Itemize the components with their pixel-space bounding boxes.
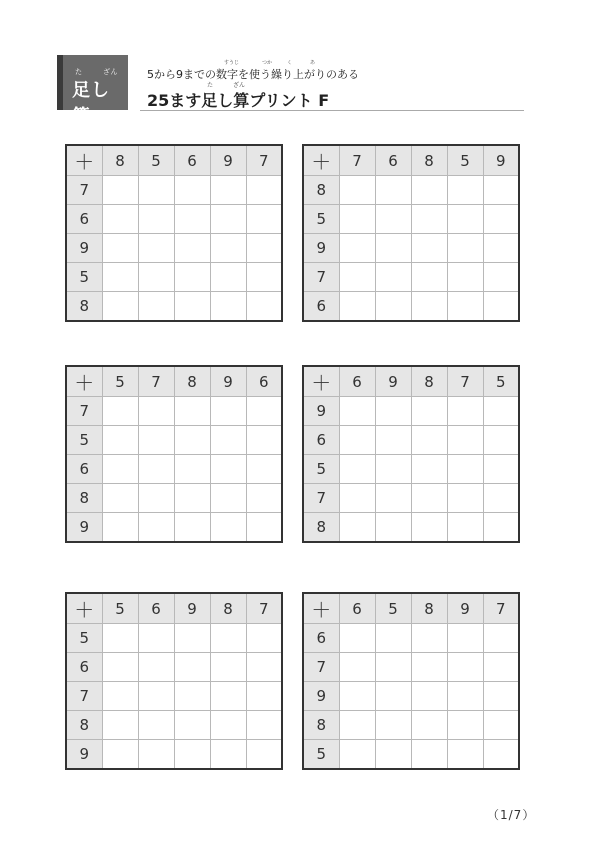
grid-row xyxy=(303,176,519,205)
answer-cell[interactable] xyxy=(375,740,411,769)
plus-operator-cell: ＋ xyxy=(66,593,102,624)
top-number-cell: 5 xyxy=(102,366,138,397)
grid-row xyxy=(303,484,519,513)
answer-cell[interactable] xyxy=(174,263,210,292)
answer-cell[interactable] xyxy=(174,426,210,455)
answer-cell[interactable] xyxy=(375,205,411,234)
grid-row xyxy=(303,263,519,292)
answer-cell[interactable] xyxy=(411,205,447,234)
top-number-cell: 9 xyxy=(447,593,483,624)
top-number-cell: 6 xyxy=(339,593,375,624)
top-number-cell: 8 xyxy=(411,593,447,624)
answer-cell[interactable] xyxy=(246,263,282,292)
left-number-cell: 7 xyxy=(66,176,102,205)
answer-cell[interactable] xyxy=(447,397,483,426)
left-number-cell: 8 xyxy=(303,711,339,740)
answer-cell[interactable] xyxy=(174,513,210,542)
left-number-cell: 8 xyxy=(66,711,102,740)
answer-cell[interactable] xyxy=(174,624,210,653)
top-number-cell: 9 xyxy=(483,145,519,176)
answer-cell[interactable] xyxy=(210,682,246,711)
badge-ruby-ta: た xyxy=(75,68,83,76)
grid-row xyxy=(303,711,519,740)
answer-cell[interactable] xyxy=(411,397,447,426)
left-number-cell: 8 xyxy=(66,484,102,513)
answer-cell[interactable] xyxy=(483,205,519,234)
grid-row xyxy=(66,484,282,513)
answer-cell[interactable] xyxy=(411,513,447,542)
answer-cell[interactable] xyxy=(246,484,282,513)
answer-cell[interactable] xyxy=(339,234,375,263)
grid-row xyxy=(66,455,282,484)
grid-row xyxy=(66,653,282,682)
left-number-cell: 7 xyxy=(303,484,339,513)
answer-cell[interactable] xyxy=(138,653,174,682)
answer-cell[interactable] xyxy=(339,682,375,711)
answer-cell[interactable] xyxy=(102,205,138,234)
left-number-cell: 6 xyxy=(66,653,102,682)
answer-cell[interactable] xyxy=(174,176,210,205)
grid-row xyxy=(66,263,282,292)
left-number-cell: 7 xyxy=(303,653,339,682)
answer-cell[interactable] xyxy=(339,397,375,426)
answer-cell[interactable] xyxy=(411,740,447,769)
answer-cell[interactable] xyxy=(483,653,519,682)
answer-cell[interactable] xyxy=(210,397,246,426)
answer-cell[interactable] xyxy=(210,624,246,653)
addition-grid-1 xyxy=(65,144,283,322)
top-number-cell: 7 xyxy=(483,593,519,624)
subtitle-ruby-ku: く xyxy=(287,60,293,66)
top-number-cell: 8 xyxy=(174,366,210,397)
top-number-cell: 6 xyxy=(339,366,375,397)
answer-cell[interactable] xyxy=(246,711,282,740)
grid-row xyxy=(66,624,282,653)
badge-label: 足し算 xyxy=(72,80,110,127)
answer-cell[interactable] xyxy=(246,513,282,542)
grid-header-row xyxy=(66,366,282,397)
left-number-cell: 8 xyxy=(66,292,102,321)
page-number: （1/7） xyxy=(487,808,536,822)
grid-row xyxy=(303,292,519,321)
answer-cell[interactable] xyxy=(375,653,411,682)
answer-cell[interactable] xyxy=(102,234,138,263)
left-number-cell: 8 xyxy=(303,513,339,542)
answer-cell[interactable] xyxy=(138,455,174,484)
top-number-cell: 6 xyxy=(174,145,210,176)
answer-cell[interactable] xyxy=(246,397,282,426)
answer-cell[interactable] xyxy=(483,513,519,542)
answer-cell[interactable] xyxy=(138,263,174,292)
left-number-cell: 6 xyxy=(66,455,102,484)
answer-cell[interactable] xyxy=(246,455,282,484)
answer-cell[interactable] xyxy=(174,740,210,769)
grid-row xyxy=(66,513,282,542)
title-ruby-zan: ざん xyxy=(233,82,246,89)
answer-cell[interactable] xyxy=(411,624,447,653)
answer-cell[interactable] xyxy=(411,682,447,711)
top-number-cell: 5 xyxy=(447,145,483,176)
grid-row xyxy=(303,740,519,769)
answer-cell[interactable] xyxy=(102,513,138,542)
answer-cell[interactable] xyxy=(375,397,411,426)
answer-cell[interactable] xyxy=(447,624,483,653)
answer-cell[interactable] xyxy=(411,711,447,740)
answer-cell[interactable] xyxy=(102,176,138,205)
answer-cell[interactable] xyxy=(339,653,375,682)
top-number-cell: 9 xyxy=(174,593,210,624)
left-number-cell: 9 xyxy=(66,234,102,263)
answer-cell[interactable] xyxy=(339,740,375,769)
addition-grid-6 xyxy=(302,592,520,770)
plus-operator-cell: ＋ xyxy=(303,366,339,397)
grid-row xyxy=(66,740,282,769)
header-divider xyxy=(140,110,524,111)
answer-cell[interactable] xyxy=(138,513,174,542)
grid-row xyxy=(303,426,519,455)
answer-cell[interactable] xyxy=(447,711,483,740)
left-number-cell: 7 xyxy=(66,682,102,711)
answer-cell[interactable] xyxy=(447,176,483,205)
grid-row xyxy=(66,397,282,426)
addition-grid-5 xyxy=(65,592,283,770)
title-ruby-ta: た xyxy=(207,82,214,89)
answer-cell[interactable] xyxy=(246,205,282,234)
answer-cell[interactable] xyxy=(411,455,447,484)
badge-ruby-zan: ざん xyxy=(103,68,118,76)
top-number-cell: 6 xyxy=(246,366,282,397)
left-number-cell: 6 xyxy=(303,426,339,455)
grid-header-row xyxy=(303,145,519,176)
answer-cell[interactable] xyxy=(447,740,483,769)
answer-cell[interactable] xyxy=(411,426,447,455)
answer-cell[interactable] xyxy=(339,263,375,292)
answer-cell[interactable] xyxy=(411,234,447,263)
grid-row xyxy=(303,682,519,711)
answer-cell[interactable] xyxy=(483,292,519,321)
answer-cell[interactable] xyxy=(411,653,447,682)
grid-row xyxy=(303,234,519,263)
left-number-cell: 6 xyxy=(303,624,339,653)
top-number-cell: 7 xyxy=(246,593,282,624)
answer-cell[interactable] xyxy=(483,176,519,205)
top-number-cell: 5 xyxy=(375,593,411,624)
left-number-cell: 9 xyxy=(66,740,102,769)
grid-header-row xyxy=(66,593,282,624)
answer-cell[interactable] xyxy=(447,234,483,263)
grid-row xyxy=(303,205,519,234)
top-number-cell: 9 xyxy=(375,366,411,397)
addition-grid-2 xyxy=(302,144,520,322)
answer-cell[interactable] xyxy=(375,484,411,513)
subtitle-ruby-a: あ xyxy=(310,60,316,66)
subtitle-ruby-suuji: すうじ xyxy=(224,60,240,66)
left-number-cell: 9 xyxy=(303,234,339,263)
answer-cell[interactable] xyxy=(447,513,483,542)
answer-cell[interactable] xyxy=(447,263,483,292)
answer-cell[interactable] xyxy=(447,426,483,455)
answer-cell[interactable] xyxy=(210,653,246,682)
grid-row xyxy=(66,426,282,455)
answer-cell[interactable] xyxy=(375,263,411,292)
answer-cell[interactable] xyxy=(447,455,483,484)
answer-cell[interactable] xyxy=(246,176,282,205)
answer-cell[interactable] xyxy=(174,455,210,484)
top-number-cell: 7 xyxy=(246,145,282,176)
left-number-cell: 8 xyxy=(303,176,339,205)
answer-cell[interactable] xyxy=(210,740,246,769)
answer-cell[interactable] xyxy=(483,263,519,292)
left-number-cell: 9 xyxy=(303,397,339,426)
answer-cell[interactable] xyxy=(339,426,375,455)
answer-cell[interactable] xyxy=(246,292,282,321)
answer-cell[interactable] xyxy=(246,624,282,653)
plus-operator-cell: ＋ xyxy=(303,593,339,624)
answer-cell[interactable] xyxy=(174,292,210,321)
answer-cell[interactable] xyxy=(483,234,519,263)
answer-cell[interactable] xyxy=(483,711,519,740)
top-number-cell: 7 xyxy=(138,366,174,397)
answer-cell[interactable] xyxy=(447,682,483,711)
top-number-cell: 5 xyxy=(483,366,519,397)
grid-row xyxy=(66,711,282,740)
answer-cell[interactable] xyxy=(246,653,282,682)
answer-cell[interactable] xyxy=(102,653,138,682)
left-number-cell: 6 xyxy=(66,205,102,234)
answer-cell[interactable] xyxy=(102,426,138,455)
grid-row xyxy=(66,292,282,321)
answer-cell[interactable] xyxy=(138,484,174,513)
answer-cell[interactable] xyxy=(339,176,375,205)
answer-cell[interactable] xyxy=(102,455,138,484)
top-number-cell: 9 xyxy=(210,145,246,176)
answer-cell[interactable] xyxy=(447,292,483,321)
answer-cell[interactable] xyxy=(210,513,246,542)
grid-row xyxy=(303,653,519,682)
top-number-cell: 7 xyxy=(447,366,483,397)
answer-cell[interactable] xyxy=(447,653,483,682)
grid-row xyxy=(66,234,282,263)
answer-cell[interactable] xyxy=(375,292,411,321)
answer-cell[interactable] xyxy=(246,740,282,769)
answer-cell[interactable] xyxy=(174,397,210,426)
answer-cell[interactable] xyxy=(339,484,375,513)
answer-cell[interactable] xyxy=(138,176,174,205)
answer-cell[interactable] xyxy=(246,426,282,455)
left-number-cell: 5 xyxy=(303,740,339,769)
answer-cell[interactable] xyxy=(339,205,375,234)
left-number-cell: 7 xyxy=(66,397,102,426)
answer-cell[interactable] xyxy=(246,682,282,711)
answer-cell[interactable] xyxy=(483,455,519,484)
grid-row xyxy=(66,682,282,711)
answer-cell[interactable] xyxy=(447,484,483,513)
answer-cell[interactable] xyxy=(483,484,519,513)
left-number-cell: 5 xyxy=(303,205,339,234)
top-number-cell: 5 xyxy=(138,145,174,176)
grid-row xyxy=(303,455,519,484)
top-number-cell: 8 xyxy=(210,593,246,624)
answer-cell[interactable] xyxy=(174,234,210,263)
top-number-cell: 9 xyxy=(210,366,246,397)
answer-cell[interactable] xyxy=(339,455,375,484)
answer-cell[interactable] xyxy=(174,205,210,234)
answer-cell[interactable] xyxy=(375,513,411,542)
answer-cell[interactable] xyxy=(102,740,138,769)
left-number-cell: 6 xyxy=(303,292,339,321)
grid-row xyxy=(66,176,282,205)
left-number-cell: 5 xyxy=(66,624,102,653)
grid-row xyxy=(303,397,519,426)
answer-cell[interactable] xyxy=(483,426,519,455)
answer-cell[interactable] xyxy=(138,205,174,234)
top-number-cell: 5 xyxy=(102,593,138,624)
answer-cell[interactable] xyxy=(375,176,411,205)
answer-cell[interactable] xyxy=(411,176,447,205)
answer-cell[interactable] xyxy=(210,484,246,513)
answer-cell[interactable] xyxy=(339,292,375,321)
answer-cell[interactable] xyxy=(483,624,519,653)
answer-cell[interactable] xyxy=(375,711,411,740)
plus-operator-cell: ＋ xyxy=(66,366,102,397)
plus-operator-cell: ＋ xyxy=(303,145,339,176)
grid-header-row xyxy=(303,593,519,624)
category-badge xyxy=(57,55,128,127)
answer-cell[interactable] xyxy=(411,484,447,513)
top-number-cell: 6 xyxy=(138,593,174,624)
answer-cell[interactable] xyxy=(339,624,375,653)
top-number-cell: 6 xyxy=(375,145,411,176)
subtitle-ruby-tsuka: つか xyxy=(262,60,273,66)
answer-cell[interactable] xyxy=(375,624,411,653)
answer-cell[interactable] xyxy=(174,682,210,711)
grid-row xyxy=(66,205,282,234)
answer-cell[interactable] xyxy=(174,653,210,682)
answer-cell[interactable] xyxy=(375,234,411,263)
left-number-cell: 5 xyxy=(66,426,102,455)
addition-grid-3 xyxy=(65,365,283,543)
top-number-cell: 8 xyxy=(102,145,138,176)
answer-cell[interactable] xyxy=(483,397,519,426)
addition-grid-4 xyxy=(302,365,520,543)
answer-cell[interactable] xyxy=(174,711,210,740)
top-number-cell: 8 xyxy=(411,366,447,397)
answer-cell[interactable] xyxy=(210,292,246,321)
answer-cell[interactable] xyxy=(138,426,174,455)
answer-cell[interactable] xyxy=(138,292,174,321)
grid-row xyxy=(303,513,519,542)
answer-cell[interactable] xyxy=(210,205,246,234)
answer-cell[interactable] xyxy=(174,484,210,513)
answer-cell[interactable] xyxy=(138,682,174,711)
answer-cell[interactable] xyxy=(483,682,519,711)
answer-cell[interactable] xyxy=(375,455,411,484)
answer-cell[interactable] xyxy=(138,740,174,769)
answer-cell[interactable] xyxy=(210,263,246,292)
left-number-cell: 5 xyxy=(303,455,339,484)
answer-cell[interactable] xyxy=(102,292,138,321)
grid-header-row xyxy=(66,145,282,176)
answer-cell[interactable] xyxy=(375,426,411,455)
page-subtitle: 5から9までの数字を使う繰り上がりのある xyxy=(147,68,359,81)
answer-cell[interactable] xyxy=(138,711,174,740)
answer-cell[interactable] xyxy=(339,513,375,542)
answer-cell[interactable] xyxy=(138,234,174,263)
answer-cell[interactable] xyxy=(102,397,138,426)
plus-operator-cell: ＋ xyxy=(66,145,102,176)
left-number-cell: 5 xyxy=(66,263,102,292)
answer-cell[interactable] xyxy=(138,397,174,426)
grid-header-row xyxy=(303,366,519,397)
answer-cell[interactable] xyxy=(102,682,138,711)
left-number-cell: 9 xyxy=(66,513,102,542)
answer-cell[interactable] xyxy=(210,176,246,205)
grid-row xyxy=(303,624,519,653)
answer-cell[interactable] xyxy=(102,263,138,292)
top-number-cell: 8 xyxy=(411,145,447,176)
page-title: 25ます足し算プリント F xyxy=(147,91,330,110)
answer-cell[interactable] xyxy=(210,234,246,263)
answer-cell[interactable] xyxy=(210,426,246,455)
answer-cell[interactable] xyxy=(447,205,483,234)
left-number-cell: 7 xyxy=(303,263,339,292)
top-number-cell: 7 xyxy=(339,145,375,176)
answer-cell[interactable] xyxy=(210,455,246,484)
answer-cell[interactable] xyxy=(210,711,246,740)
answer-cell[interactable] xyxy=(411,292,447,321)
answer-cell[interactable] xyxy=(483,740,519,769)
answer-cell[interactable] xyxy=(102,484,138,513)
answer-cell[interactable] xyxy=(339,711,375,740)
answer-cell[interactable] xyxy=(102,711,138,740)
answer-cell[interactable] xyxy=(375,682,411,711)
left-number-cell: 9 xyxy=(303,682,339,711)
answer-cell[interactable] xyxy=(411,263,447,292)
answer-cell[interactable] xyxy=(138,624,174,653)
answer-cell[interactable] xyxy=(246,234,282,263)
answer-cell[interactable] xyxy=(102,624,138,653)
